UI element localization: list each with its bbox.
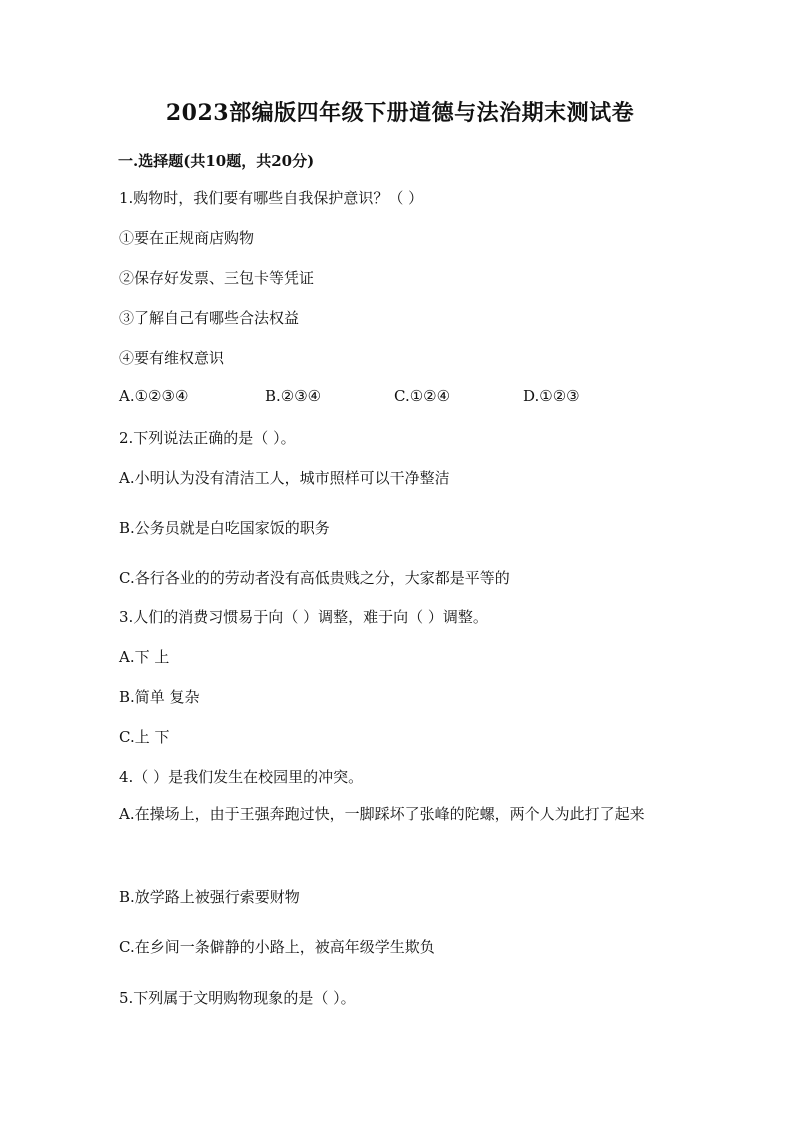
question-1-item-4: ④要有维权意识	[119, 349, 225, 367]
question-1-item-3: ③了解自己有哪些合法权益	[119, 309, 300, 327]
question-1-option-a: A.①②③④	[119, 387, 189, 405]
question-1-item-2: ②保存好发票、三包卡等凭证	[119, 269, 315, 287]
question-1-option-b: B.②③④	[265, 387, 322, 405]
question-4-option-c: C.在乡间一条僻静的小路上，被高年级学生欺负	[119, 938, 435, 956]
question-2-option-a: A.小明认为没有清洁工人，城市照样可以干净整洁	[119, 469, 450, 487]
question-3-stem: 3.人们的消费习惯易于向（ ）调整，难于向（ ）调整。	[119, 608, 488, 626]
question-4-option-a: A.在操场上，由于王强奔跑过快，一脚踩坏了张峰的陀螺，两个人为此打了起来	[119, 805, 645, 823]
question-1-stem: 1.购物时，我们要有哪些自我保护意识？（ ）	[119, 189, 424, 207]
question-1-item-1: ①要在正规商店购物	[119, 229, 255, 247]
section-heading: 一.选择题(共10题，共20分)	[118, 152, 315, 170]
question-3-option-b: B.简单 复杂	[119, 688, 200, 706]
question-3-option-c: C.上 下	[119, 728, 170, 746]
question-2-stem: 2.下列说法正确的是（ ）。	[119, 429, 296, 447]
question-4-option-b: B.放学路上被强行索要财物	[119, 888, 300, 906]
question-1-option-d: D.①②③	[523, 387, 580, 405]
question-3-option-a: A.下 上	[119, 648, 170, 666]
exam-title: 2023部编版四年级下册道德与法治期末测试卷	[165, 100, 635, 126]
question-1-option-c: C.①②④	[394, 387, 451, 405]
question-2-option-b: B.公务员就是白吃国家饭的职务	[119, 519, 330, 537]
question-5-stem: 5.下列属于文明购物现象的是（ ）。	[119, 989, 356, 1007]
question-2-option-c: C.各行各业的的劳动者没有高低贵贱之分，大家都是平等的	[119, 569, 510, 587]
question-4-stem: 4.（ ）是我们发生在校园里的冲突。	[119, 768, 364, 786]
